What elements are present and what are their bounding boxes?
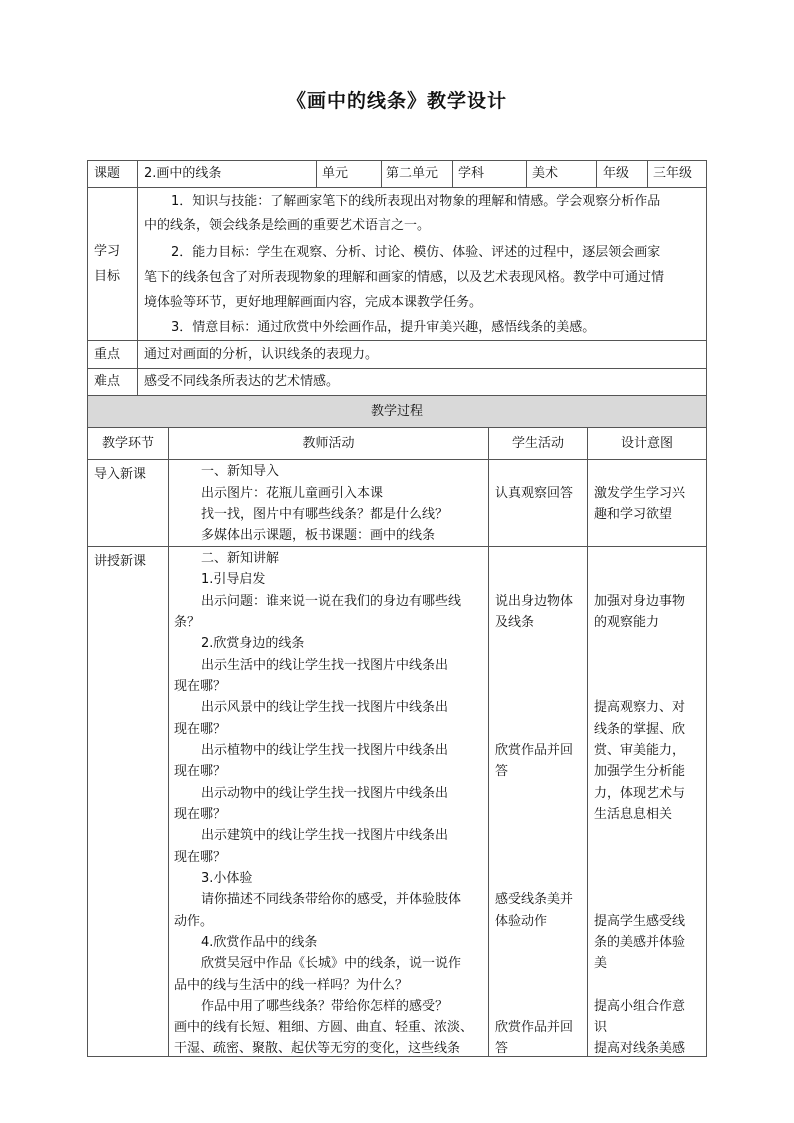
teacher-line: 现在哪？ [174, 850, 227, 865]
grade-label: 年级 [603, 166, 630, 181]
student-line: 及线条 [495, 615, 535, 630]
teacher-line: 画中的线有长短、粗细、方圆、曲直、轻重、浓淡、 [174, 1020, 474, 1035]
teacher-line: 出示图片：花瓶儿童画引入本课 [201, 486, 384, 501]
student-line: 说出身边物体 [495, 594, 574, 609]
intent-line: 激发学生学习兴 [594, 486, 686, 501]
grade-value: 三年级 [653, 166, 693, 181]
goal-line: 2．能力目标：学生在观察、分析、讨论、模仿、体验、评述的过程中，逐层领会画家 [171, 245, 661, 260]
teacher-line: 出示风景中的线让学生找一找图片中线条出 [201, 700, 449, 715]
col-teacher-header: 教师活动 [302, 436, 355, 451]
intent-line: 条的美感并体验 [594, 935, 686, 950]
teacher-line: 出示建筑中的线让学生找一找图片中线条出 [201, 828, 449, 843]
difficulty-text: 感受不同线条所表达的艺术情感。 [144, 374, 340, 389]
intent-line: 提高小组合作意 [594, 999, 686, 1014]
intent-line: 提高学生感受线 [594, 914, 686, 929]
teacher-line: 请你描述不同线条带给你的感受，并体验肢体 [201, 892, 462, 907]
student-line: 答 [495, 1041, 509, 1056]
teacher-line: 1.引导启发 [201, 572, 266, 587]
intent-line: 赏、审美能力， [594, 743, 686, 758]
goal-line: 境体验等环节，更好地理解画面内容，完成本课教学任务。 [144, 295, 483, 310]
student-line: 欣赏作品并回 [495, 743, 574, 758]
teacher-line: 4.欣赏作品中的线条 [201, 935, 318, 950]
subject-label: 学科 [458, 166, 485, 181]
intent-line: 趣和学习欲望 [594, 507, 673, 522]
unit-value: 第二单元 [386, 166, 439, 181]
unit-label: 单元 [322, 166, 349, 181]
teacher-line: 多媒体出示课题，板书课题：画中的线条 [201, 528, 436, 543]
teacher-line: 2.欣赏身边的线条 [201, 636, 305, 651]
intent-line: 提高对线条美感 [594, 1041, 686, 1056]
teacher-line: 条？ [174, 615, 201, 630]
teacher-line: 出示动物中的线让学生找一找图片中线条出 [201, 786, 449, 801]
teacher-line: 出示问题：谁来说一说在我们的身边有哪些线 [201, 594, 462, 609]
student-line: 答 [495, 764, 509, 779]
student-line: 体验动作 [495, 914, 548, 929]
goal-line: 3．情意目标：通过欣赏中外绘画作品，提升审美兴趣，感悟线条的美感。 [171, 320, 596, 335]
col-student-header: 学生活动 [511, 436, 564, 451]
intent-line: 加强学生分析能 [594, 764, 686, 779]
key-point-text: 通过对画面的分析，认识线条的表现力。 [144, 347, 379, 362]
goals-label-line-1: 学习 [94, 244, 121, 259]
key-point-label: 重点 [94, 347, 121, 362]
teacher-line: 出示生活中的线让学生找一找图片中线条出 [201, 658, 449, 673]
col-stage-header: 教学环节 [101, 436, 154, 451]
teacher-line: 3.小体验 [201, 871, 253, 886]
teacher-line: 动作。 [174, 914, 214, 929]
difficulty-label: 难点 [94, 374, 121, 389]
teacher-line: 一、新知导入 [201, 464, 280, 479]
intent-line: 提高观察力、对 [594, 700, 686, 715]
intent-line: 生活息息相关 [594, 807, 673, 822]
intent-line: 加强对身边事物 [594, 594, 686, 609]
student-line: 感受线条美并 [495, 892, 574, 907]
intro-stage: 导入新课 [94, 467, 147, 482]
intro-student-activity: 认真观察回答 [495, 486, 574, 501]
lecture-stage: 讲授新课 [94, 554, 147, 569]
student-line: 欣赏作品并回 [495, 1020, 574, 1035]
process-heading: 教学过程 [370, 404, 423, 419]
teacher-line: 作品中用了哪些线条？带给你怎样的感受？ [201, 999, 449, 1014]
topic-value: 2.画中的线条 [144, 166, 222, 181]
intent-line: 线条的掌握、欣 [594, 722, 686, 737]
document-title: 《画中的线条》教学设计 [286, 90, 507, 112]
intent-line: 的观察能力 [594, 615, 660, 630]
teacher-line: 现在哪？ [174, 722, 227, 737]
teacher-line: 找一找，图片中有哪些线条？都是什么线？ [201, 507, 449, 522]
col-intent-header: 设计意图 [620, 436, 673, 451]
teacher-line: 出示植物中的线让学生找一找图片中线条出 [201, 743, 449, 758]
teacher-line: 现在哪？ [174, 807, 227, 822]
topic-label: 课题 [94, 166, 121, 181]
teacher-line: 欣赏吴冠中作品《长城》中的线条，说一说作 [201, 956, 462, 971]
teacher-line: 品中的线与生活中的线一样吗？为什么？ [174, 978, 409, 993]
teacher-line: 二、新知讲解 [201, 551, 280, 566]
teacher-line: 现在哪？ [174, 764, 227, 779]
teacher-line: 干湿、疏密、聚散、起伏等无穷的变化，这些线条 [174, 1041, 461, 1056]
goal-line: 中的线条，领会线条是绘画的重要艺术语言之一。 [144, 218, 431, 233]
goals-label-line-2: 目标 [94, 269, 121, 284]
intent-line: 力，体现艺术与 [594, 786, 686, 801]
goal-line: 笔下的线条包含了对所表现物象的理解和画家的情感，以及艺术表现风格。教学中可通过情 [144, 270, 665, 285]
teacher-line: 现在哪？ [174, 679, 227, 694]
intent-line: 美 [594, 956, 608, 971]
subject-value: 美术 [532, 166, 559, 181]
goal-line: 1．知识与技能：了解画家笔下的线所表现出对物象的理解和情感。学会观察分析作品 [171, 194, 661, 209]
intent-line: 识 [594, 1020, 608, 1035]
